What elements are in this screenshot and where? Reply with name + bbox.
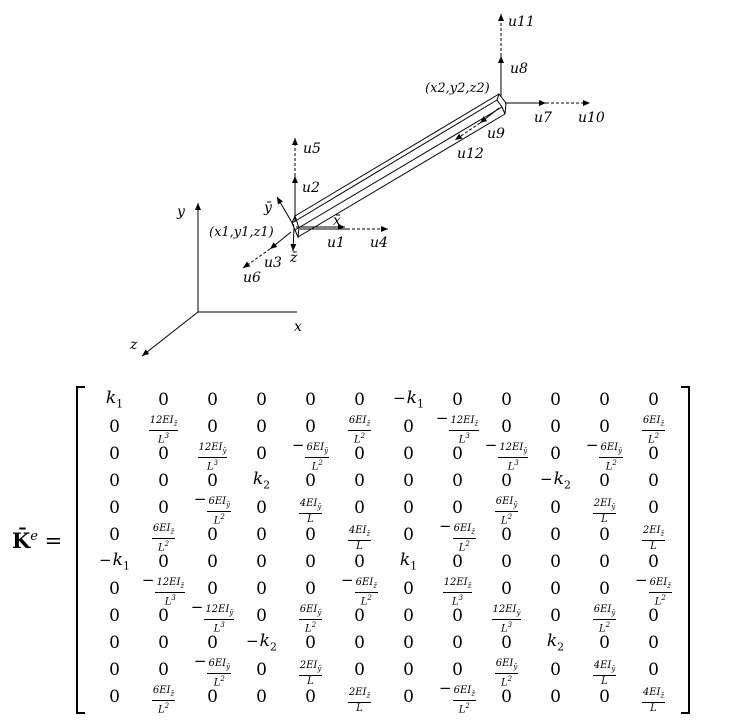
matrix-cell-r7-c7: $k_1$ [399,550,418,573]
matrix-cell-r10-c7: 0 [403,632,414,653]
dof-label-u4: u4 [370,235,388,251]
matrix-cell-r1-c5: 0 [305,389,316,410]
matrix-cell-r2-c7: 0 [403,416,414,437]
matrix-cell-r11-c3: − $\frac{6EI_ȳ}{L^2}$ [193,651,231,689]
matrix-cell-r10-c11: 0 [599,632,610,653]
matrix-grid [90,386,678,716]
matrix-cell-r2-c11: 0 [599,416,610,437]
dof-label-u12: u12 [457,146,484,162]
matrix-cell-r5-c4: 0 [256,497,267,518]
matrix-cell-r1-c3: 0 [207,389,218,410]
matrix-cell-r10-c12: 0 [648,632,659,653]
dof-label-u11: u11 [508,14,535,30]
matrix-cell-r6-c3: 0 [207,524,218,545]
matrix-cell-r2-c2: $\frac{12EI_{z̄}}{L^3}$ [149,414,178,446]
matrix-cell-r1-c1: $k_1$ [105,388,124,411]
matrix-cell-r6-c6: $\frac{4EI_{z̄}}{L}$ [348,524,371,552]
matrix-cell-r8-c4: 0 [256,578,267,599]
stiffness-matrix-equation [0,378,750,718]
matrix-cell-r7-c2: 0 [158,551,169,572]
matrix-cell-r11-c8: 0 [452,659,463,680]
matrix-cell-r4-c5: 0 [305,470,316,491]
matrix-cell-r4-c8: 0 [452,470,463,491]
local-z-label: z̄ [290,250,298,266]
matrix-cell-r2-c4: 0 [256,416,267,437]
matrix-cell-r6-c2: $\frac{6EI_{z̄}}{L^2}$ [152,522,175,554]
matrix-cell-r7-c1: $-k_1$ [99,550,130,573]
matrix-cell-r5-c12: 0 [648,497,659,518]
matrix-cell-r8-c1: 0 [109,578,120,599]
matrix-cell-r10-c6: 0 [354,632,365,653]
matrix-cell-r9-c8: 0 [452,605,463,626]
dof-label-u2: u2 [302,180,320,196]
matrix-cell-r2-c6: $\frac{6EI_{z̄}}{L^2}$ [348,414,371,446]
matrix-cell-r3-c11: − $\frac{6EI_ȳ}{L^2}$ [585,435,623,473]
matrix-cell-r2-c10: 0 [550,416,561,437]
matrix-cell-r4-c1: 0 [109,470,120,491]
matrix-cell-r7-c8: 0 [452,551,463,572]
matrix-cell-r3-c8: 0 [452,443,463,464]
matrix-cell-r11-c4: 0 [256,659,267,680]
matrix-cell-r6-c10: 0 [550,524,561,545]
matrix-cell-r4-c10: $-k_2$ [540,469,571,492]
matrix-cell-r8-c12: − $\frac{6EI_{z̄}}{L^2}$ [635,570,671,608]
matrix-cell-r8-c6: − $\frac{6EI_{z̄}}{L^2}$ [341,570,377,608]
matrix-cell-r7-c10: 0 [550,551,561,572]
matrix-cell-r1-c12: 0 [648,389,659,410]
node1-coordinate-label: (x1,y1,z1) [209,225,274,240]
matrix-cell-r11-c2: 0 [158,659,169,680]
matrix-cell-r4-c3: 0 [207,470,218,491]
matrix-right-bracket [681,386,690,714]
matrix-cell-r10-c8: 0 [452,632,463,653]
matrix-cell-r4-c12: 0 [648,470,659,491]
matrix-cell-r9-c7: 0 [403,605,414,626]
matrix-cell-r10-c3: 0 [207,632,218,653]
matrix-cell-r5-c5: $\frac{4EI_ȳ}{L}$ [299,497,322,525]
matrix-name: K̄ [12,528,31,553]
matrix-cell-r7-c3: 0 [207,551,218,572]
matrix-cell-r9-c4: 0 [256,605,267,626]
matrix-cell-r3-c5: − $\frac{6EI_ȳ}{L^2}$ [291,435,329,473]
matrix-cell-r12-c8: − $\frac{6EI_{z̄}}{L^2}$ [439,678,475,716]
matrix-cell-r12-c4: 0 [256,686,267,707]
matrix-cell-r8-c2: − $\frac{12EI_{z̄}}{L^3}$ [141,570,185,608]
matrix-cell-r5-c1: 0 [109,497,120,518]
matrix-cell-r6-c12: $\frac{2EI_{z̄}}{L}$ [642,524,665,552]
matrix-cell-r10-c1: 0 [109,632,120,653]
matrix-cell-r8-c11: 0 [599,578,610,599]
matrix-cell-r4-c2: 0 [158,470,169,491]
matrix-cell-r9-c11: $\frac{6EI_ȳ}{L^2}$ [593,603,616,635]
global-x-label: x [294,319,302,335]
matrix-cell-r3-c2: 0 [158,443,169,464]
matrix-cell-r9-c1: 0 [109,605,120,626]
matrix-cell-r9-c9: $\frac{12EI_ȳ}{L^3}$ [492,603,521,635]
local-y-axis [277,197,294,226]
matrix-cell-r6-c4: 0 [256,524,267,545]
matrix-cell-r10-c10: $k_2$ [546,631,565,654]
beam-element [292,94,506,237]
matrix-cell-r5-c9: $\frac{6EI_ȳ}{L^2}$ [495,495,518,527]
matrix-cell-r9-c10: 0 [550,605,561,626]
matrix-cell-r4-c9: 0 [501,470,512,491]
matrix-cell-r5-c10: 0 [550,497,561,518]
matrix-cell-r5-c3: − $\frac{6EI_ȳ}{L^2}$ [193,489,231,527]
matrix-cell-r11-c9: $\frac{6EI_ȳ}{L^2}$ [495,657,518,689]
matrix-cell-r6-c9: 0 [501,524,512,545]
u9-arrow [480,108,499,123]
matrix-cell-r11-c5: $\frac{2EI_ȳ}{L}$ [299,659,322,687]
matrix-cell-r2-c1: 0 [109,416,120,437]
matrix-cell-r4-c11: 0 [599,470,610,491]
matrix-cell-r1-c7: $-k_1$ [393,388,424,411]
matrix-cell-r8-c8: $\frac{12EI_{z̄}}{L^3}$ [443,576,472,608]
matrix-cell-r12-c3: 0 [207,686,218,707]
matrix-cell-r11-c10: 0 [550,659,561,680]
matrix-cell-r1-c8: 0 [452,389,463,410]
matrix-cell-r12-c2: $\frac{6EI_{z̄}}{L^2}$ [152,684,175,716]
matrix-cell-r8-c9: 0 [501,578,512,599]
dof-label-u6: u6 [243,270,261,286]
matrix-cell-r8-c3: 0 [207,578,218,599]
global-z-label: z [130,337,138,353]
matrix-cell-r2-c3: 0 [207,416,218,437]
matrix-cell-r9-c2: 0 [158,605,169,626]
global-y-label: y [177,204,185,220]
matrix-cell-r12-c5: 0 [305,686,316,707]
local-z-axis [293,228,294,251]
matrix-cell-r11-c11: $\frac{4EI_ȳ}{L}$ [593,659,616,687]
global-z-axis [142,312,198,356]
matrix-cell-r4-c7: 0 [403,470,414,491]
matrix-cell-r11-c7: 0 [403,659,414,680]
matrix-cell-r9-c12: 0 [648,605,659,626]
matrix-symbol [12,528,62,553]
matrix-cell-r7-c12: 0 [648,551,659,572]
matrix-cell-r3-c12: 0 [648,443,659,464]
matrix-cell-r6-c7: 0 [403,524,414,545]
matrix-cell-r1-c4: 0 [256,389,267,410]
matrix-cell-r6-c1: 0 [109,524,120,545]
matrix-cell-r4-c6: 0 [354,470,365,491]
matrix-cell-r8-c10: 0 [550,578,561,599]
matrix-cell-r1-c9: 0 [501,389,512,410]
matrix-cell-r9-c3: − $\frac{12EI_ȳ}{L^3}$ [190,597,234,635]
matrix-cell-r6-c8: − $\frac{6EI_{z̄}}{L^2}$ [439,516,475,554]
equals-sign: = [44,529,63,553]
matrix-cell-r7-c5: 0 [305,551,316,572]
matrix-cell-r3-c6: 0 [354,443,365,464]
matrix-cell-r5-c2: 0 [158,497,169,518]
node2-coordinate-label: (x2,y2,z2) [425,81,490,96]
matrix-cell-r7-c9: 0 [501,551,512,572]
matrix-cell-r1-c10: 0 [550,389,561,410]
matrix-cell-r11-c12: 0 [648,659,659,680]
matrix-cell-r10-c9: 0 [501,632,512,653]
matrix-cell-r9-c5: $\frac{6EI_ȳ}{L^2}$ [299,603,322,635]
matrix-cell-r3-c7: 0 [403,443,414,464]
matrix-cell-r8-c5: 0 [305,578,316,599]
matrix-cell-r3-c1: 0 [109,443,120,464]
matrix-cell-r12-c1: 0 [109,686,120,707]
matrix-cell-r4-c4: $k_2$ [252,469,271,492]
matrix-cell-r2-c5: 0 [305,416,316,437]
matrix-cell-r9-c6: 0 [354,605,365,626]
matrix-cell-r5-c11: $\frac{2EI_ȳ}{L}$ [593,497,616,525]
matrix-cell-r6-c11: 0 [599,524,610,545]
matrix-cell-r10-c5: 0 [305,632,316,653]
matrix-cell-r12-c7: 0 [403,686,414,707]
matrix-cell-r2-c8: − $\frac{12EI_{z̄}}{L^3}$ [435,408,479,446]
matrix-cell-r5-c7: 0 [403,497,414,518]
matrix-cell-r11-c6: 0 [354,659,365,680]
matrix-cell-r2-c9: 0 [501,416,512,437]
matrix-cell-r1-c6: 0 [354,389,365,410]
dof-label-u10: u10 [578,110,605,126]
matrix-cell-r8-c7: 0 [403,578,414,599]
matrix-cell-r1-c2: 0 [158,389,169,410]
dof-label-u7: u7 [534,110,552,126]
matrix-left-bracket [76,386,85,714]
dof-label-u1: u1 [327,235,345,251]
matrix-cell-r10-c2: 0 [158,632,169,653]
node2-arrows [455,14,590,140]
matrix-cell-r2-c12: $\frac{6EI_{z̄}}{L^2}$ [642,414,665,446]
matrix-cell-r3-c4: 0 [256,443,267,464]
dof-labels [243,14,605,286]
dof-label-u8: u8 [510,61,528,77]
matrix-cell-r11-c1: 0 [109,659,120,680]
matrix-cell-r3-c3: $\frac{12EI_ȳ}{L^3}$ [198,441,227,473]
matrix-cell-r7-c4: 0 [256,551,267,572]
matrix-cell-r10-c4: $-k_2$ [246,631,277,654]
matrix-cell-r7-c6: 0 [354,551,365,572]
matrix-cell-r6-c5: 0 [305,524,316,545]
local-x-label: x̄ [333,213,341,229]
dof-label-u5: u5 [303,141,321,157]
matrix-cell-r12-c10: 0 [550,686,561,707]
matrix-cell-r3-c10: 0 [550,443,561,464]
dof-label-u9: u9 [487,126,505,142]
matrix-cell-r5-c8: 0 [452,497,463,518]
local-y-label: ȳ [264,200,272,216]
dof-label-u3: u3 [264,255,282,271]
matrix-cell-r12-c11: 0 [599,686,610,707]
matrix-cell-r7-c11: 0 [599,551,610,572]
matrix-cell-r1-c11: 0 [599,389,610,410]
matrix-cell-r3-c9: − $\frac{12EI_ȳ}{L^3}$ [484,435,528,473]
matrix-cell-r12-c9: 0 [501,686,512,707]
matrix-cell-r5-c6: 0 [354,497,365,518]
matrix-cell-r12-c6: $\frac{2EI_{z̄}}{L}$ [348,686,371,714]
matrix-superscript: e [30,529,38,544]
matrix-cell-r12-c12: $\frac{4EI_{z̄}}{L}$ [642,686,665,714]
